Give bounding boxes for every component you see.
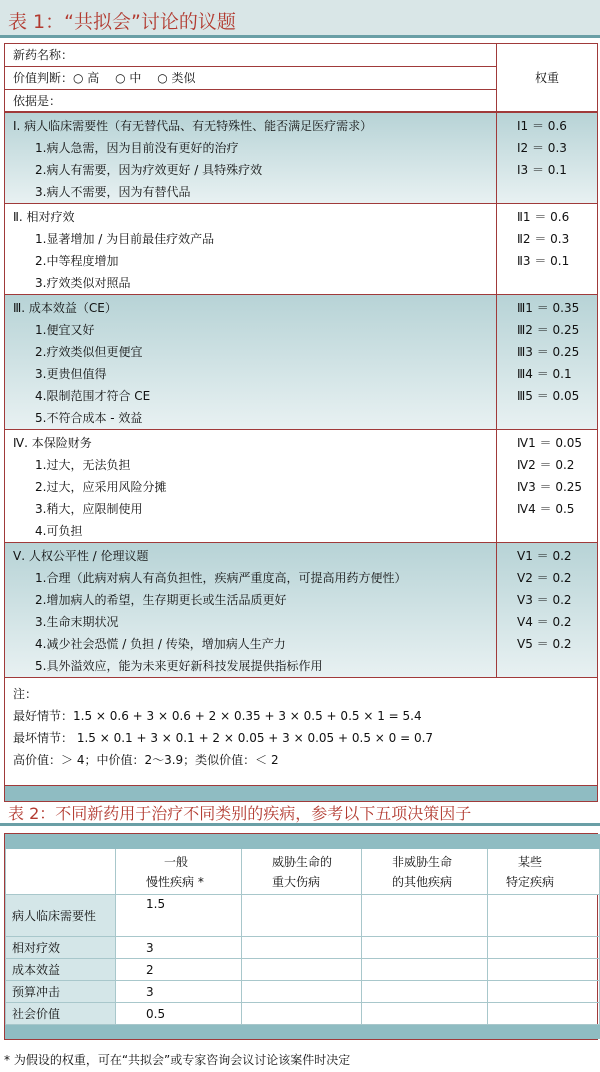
weight-value: Ⅴ5 ＝ 0.2 — [517, 637, 572, 651]
section-item — [5, 454, 597, 476]
item-text: 1.病人急需，因为目前没有更好的治疗 — [35, 141, 239, 155]
weight-value: Ⅰ3 ＝ 0.1 — [517, 163, 567, 177]
section-heading — [5, 206, 597, 228]
table2-header-row — [6, 849, 600, 895]
weight-value: Ⅴ4 ＝ 0.2 — [517, 615, 572, 629]
table-cell — [488, 895, 600, 937]
item-text: 3.更贵但值得 — [35, 367, 107, 381]
note-line: 注： — [13, 687, 38, 701]
weight-value: Ⅲ1 ＝ 0.35 — [517, 301, 580, 315]
section-item — [5, 181, 597, 203]
column-header — [116, 849, 242, 895]
column-header — [6, 849, 116, 895]
table-cell — [362, 959, 488, 981]
section-title: Ⅲ. 成本效益（CE） — [13, 301, 117, 315]
item-text: 3.稍大，应限制使用 — [35, 502, 143, 516]
section-item — [5, 520, 597, 542]
column-header — [242, 849, 362, 895]
table-cell: 2 — [116, 959, 242, 981]
section-item — [5, 633, 597, 655]
weight-value: Ⅲ2 ＝ 0.25 — [517, 323, 580, 337]
section-item — [5, 567, 597, 589]
item-text: 5.不符合成本 - 效益 — [35, 411, 143, 425]
item-text: 1.合理（此病对病人有高负担性，疾病严重度高，可提高用药方便性） — [35, 571, 407, 585]
section-item — [5, 228, 597, 250]
column-header-line2: 特定疾病 — [506, 874, 555, 889]
section-item — [5, 137, 597, 159]
section-item — [5, 250, 597, 272]
item-text: 3.病人不需要，因为有替代品 — [35, 185, 191, 199]
row-label: 预算冲击 — [6, 981, 116, 1003]
column-header-line1: 一般 — [164, 854, 189, 869]
section-item — [5, 319, 597, 341]
table1-sections — [5, 112, 597, 677]
table1-section — [5, 542, 597, 677]
table-cell — [242, 895, 362, 937]
table-row — [6, 1003, 600, 1025]
column-header-line1: 威胁生命的 — [272, 854, 333, 869]
section-item — [5, 476, 597, 498]
item-text: 4.减少社会恐慌 / 负担 / 传染，增加病人生产力 — [35, 637, 286, 651]
table1-title: 表 1：“共拟会”讨论的议题 — [8, 11, 236, 33]
table-cell — [362, 1003, 488, 1025]
item-text: 1.便宜又好 — [35, 323, 95, 337]
section-item — [5, 655, 597, 677]
section-item — [5, 498, 597, 520]
item-text: 1.显著增加 / 为目前最佳疗效产品 — [35, 232, 215, 246]
item-text: 3.生命末期状况 — [35, 615, 119, 629]
table-cell: 1.5 — [116, 895, 242, 937]
item-text: 4.限制范围才符合 CE — [35, 389, 151, 403]
table-cell — [242, 1003, 362, 1025]
table-cell: 0.5 — [116, 1003, 242, 1025]
column-header-line1: 非威胁生命 — [392, 854, 453, 869]
value-judgement-label: 价值判断：○ 高 ○ 中 ○ 类似 — [13, 71, 196, 85]
weight-value: Ⅱ1 ＝ 0.6 — [517, 210, 570, 224]
section-heading — [5, 432, 597, 454]
column-header — [362, 849, 488, 895]
item-text: 5.具外溢效应，能为未来更好新科技发展提供指标作用 — [35, 659, 323, 673]
table1-header — [5, 44, 597, 112]
section-item — [5, 272, 597, 294]
table-cell — [242, 981, 362, 1003]
section-title: Ⅴ. 人权公平性 / 伦理议题 — [13, 549, 149, 563]
table1-bottom-bar — [5, 785, 597, 801]
table-row — [6, 937, 600, 959]
column-header-line1: 某些 — [518, 854, 543, 869]
section-heading — [5, 115, 597, 137]
weight-value: Ⅴ3 ＝ 0.2 — [517, 593, 572, 607]
item-text: 2.病人有需要，因为疗效更好 / 具特殊疗效 — [35, 163, 263, 177]
table-cell — [488, 981, 600, 1003]
section-item — [5, 589, 597, 611]
table-cell — [488, 1003, 600, 1025]
section-item — [5, 159, 597, 181]
drug-name-label: 新药名称： — [13, 48, 74, 62]
table1 — [4, 43, 598, 802]
table-cell — [242, 959, 362, 981]
weight-value: Ⅲ4 ＝ 0.1 — [517, 367, 572, 381]
section-heading — [5, 545, 597, 567]
item-text: 2.增加病人的希望，生存期更长或生活品质更好 — [35, 593, 287, 607]
table-row — [6, 959, 600, 981]
section-title: Ⅰ. 病人临床需要性（有无替代品、有无特殊性、能否满足医疗需求） — [13, 119, 373, 133]
table1-title-bar — [0, 0, 600, 38]
table-cell: 3 — [116, 937, 242, 959]
footnote: * 为假设的权重，可在“共拟会”或专家咨询会议讨论该案件时决定 — [4, 1053, 351, 1067]
weight-value: Ⅳ4 ＝ 0.5 — [517, 502, 575, 516]
section-item — [5, 363, 597, 385]
weight-value: Ⅲ5 ＝ 0.05 — [517, 389, 580, 403]
table1-section — [5, 203, 597, 294]
table-cell — [362, 981, 488, 1003]
table-cell — [488, 937, 600, 959]
table2-title-bar — [0, 800, 600, 826]
table1-section — [5, 112, 597, 203]
weight-value: Ⅴ2 ＝ 0.2 — [517, 571, 572, 585]
table-cell — [362, 895, 488, 937]
column-header-line2: 重大伤病 — [272, 874, 321, 889]
table-cell: 3 — [116, 981, 242, 1003]
weight-value: Ⅳ3 ＝ 0.25 — [517, 480, 583, 494]
column-header-line2: 的其他疾病 — [392, 874, 453, 889]
weight-value: Ⅴ1 ＝ 0.2 — [517, 549, 572, 563]
section-item — [5, 611, 597, 633]
table-row — [6, 895, 600, 937]
note-line: 最好情节：1.5 × 0.6 + 3 × 0.6 + 2 × 0.35 + 3 × 0.5 + 0.5 × 1 = 5.4 — [13, 709, 422, 723]
note-line: 最坏情节： 1.5 × 0.1 + 3 × 0.1 + 2 × 0.05 + 3 × 0.05 + 0.5 × 0 = 0.7 — [13, 731, 434, 745]
table1-section — [5, 294, 597, 429]
basis-label: 依据是： — [13, 94, 62, 108]
section-title: Ⅱ. 相对疗效 — [13, 210, 75, 224]
section-item — [5, 385, 597, 407]
section-item — [5, 407, 597, 429]
weight-value: Ⅳ1 ＝ 0.05 — [517, 436, 583, 450]
column-header — [488, 849, 600, 895]
item-text: 2.过大，应采用风险分摊 — [35, 480, 167, 494]
weight-value: Ⅱ2 ＝ 0.3 — [517, 232, 570, 246]
weight-value: Ⅰ1 ＝ 0.6 — [517, 119, 567, 133]
table1-section — [5, 429, 597, 542]
table-cell — [488, 959, 600, 981]
column-header-line2: 慢性疾病 * — [146, 874, 204, 889]
table2 — [4, 833, 598, 1040]
table-row — [6, 981, 600, 1003]
weight-value: Ⅳ2 ＝ 0.2 — [517, 458, 575, 472]
weight-header: 权重 — [534, 71, 559, 85]
row-label: 相对疗效 — [6, 937, 116, 959]
weight-value: Ⅱ3 ＝ 0.1 — [517, 254, 570, 268]
table1-notes — [5, 677, 597, 785]
weight-value: Ⅰ2 ＝ 0.3 — [517, 141, 567, 155]
row-label: 病人临床需要性 — [6, 895, 116, 937]
item-text: 3.疗效类似对照品 — [35, 276, 131, 290]
row-label: 社会价值 — [6, 1003, 116, 1025]
section-title: Ⅳ. 本保险财务 — [13, 436, 92, 450]
weight-value: Ⅲ3 ＝ 0.25 — [517, 345, 580, 359]
item-text: 1.过大，无法负担 — [35, 458, 131, 472]
note-line: 高价值：＞ 4；中价值：2～3.9；类似价值：＜ 2 — [13, 753, 279, 767]
section-heading — [5, 297, 597, 319]
table-cell — [362, 937, 488, 959]
item-text: 4.可负担 — [35, 524, 83, 538]
item-text: 2.疗效类似但更便宜 — [35, 345, 143, 359]
table2-title: 表 2：不同新药用于治疗不同类别的疾病，参考以下五项决策因子 — [8, 804, 472, 823]
row-label: 成本效益 — [6, 959, 116, 981]
item-text: 2.中等程度增加 — [35, 254, 119, 268]
section-item — [5, 341, 597, 363]
table-cell — [242, 937, 362, 959]
